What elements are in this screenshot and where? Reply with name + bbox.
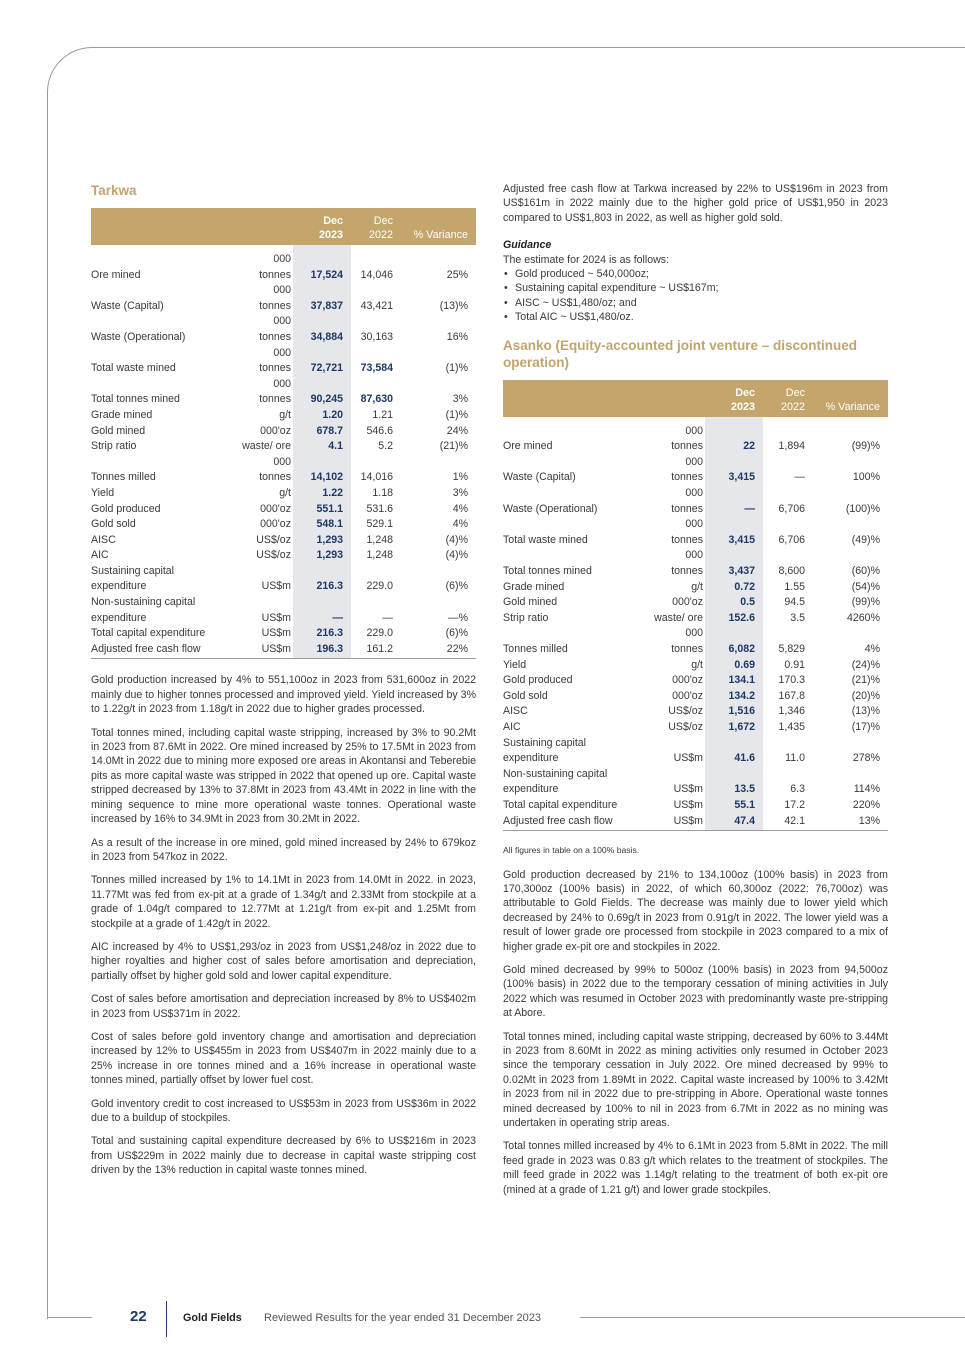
cell-variance: (49)% xyxy=(851,533,880,546)
cell-dec2023: 13.5 xyxy=(705,767,763,798)
paragraph: Total and sustaining capital expenditure decreased by 6% to US$216m in 2023 from US$229m in 2022 mainly due to decrease in capital waste stripping cost driven by the 13% reduction in capital waste tonnes mined. xyxy=(91,1135,476,1177)
cell-dec2022: 0.91 xyxy=(784,658,805,671)
cell-dec2023: 55.1 xyxy=(705,798,763,814)
header-dec2023: Dec 2023 xyxy=(705,380,763,417)
cell-dec2022: 546.6 xyxy=(366,424,393,437)
cell-unit: 000 tonnes xyxy=(259,253,291,281)
cell-variance: (21)% xyxy=(439,440,468,453)
paragraph: Gold mined decreased by 99% to 500oz (100% basis) in 2023 from 94,500oz (100% basis) in 2022 due to the temporary cessation of mining activities in July 2022 which was resumed in October 2023 with predominantly waste pre-stripping at Abore. xyxy=(503,963,888,1020)
cell-variance: 4260% xyxy=(847,611,880,624)
cell-unit: 000'oz xyxy=(260,502,291,515)
cell-variance: —% xyxy=(447,611,468,624)
cell-dec2022: 14,016 xyxy=(360,471,393,484)
table-row xyxy=(91,424,476,440)
table-footnote: All figures in table on a 100% basis. xyxy=(503,845,640,856)
cell-dec2023: 6,082 xyxy=(705,626,763,657)
header-unit xyxy=(239,208,293,245)
cell-label: Gold produced xyxy=(503,674,573,687)
cell-unit: 000'oz xyxy=(260,424,291,437)
cell-unit: US$m xyxy=(651,814,705,831)
cell-dec2023: 216.3 xyxy=(293,626,351,642)
paragraph: Gold production increased by 4% to 551,100oz in 2023 from 531,600oz in 2022 mainly due to higher tonnes processed and improved yield. Yield increased by 3% to 1.22g/t in 2023 from 1.18g/t in 2022 due to higher grades processed. xyxy=(91,674,476,716)
cell-variance: 3% xyxy=(452,393,468,406)
paragraph: Tonnes milled increased by 1% to 14.1Mt in 2023 from 14.0Mt in 2022. in 2023, 11.77Mt was fed from ex-pit at a grade of 1.34g/t and 2.33Mt from stockpile at a grade of 1.04g/t compared to 12.77Mt at 1.21g/t from ex-pit and 1.25Mt from stockpile at a grade of 1.42g/t in 2022. xyxy=(91,874,476,930)
cell-dec2023: 17,524 xyxy=(293,252,351,283)
table-row xyxy=(91,517,476,533)
cell-unit: 000 tonnes xyxy=(259,346,291,375)
cell-dec2022: 1,248 xyxy=(366,549,393,562)
cell-label: Waste (Operational) xyxy=(91,330,186,343)
cell-label: Total capital expenditure xyxy=(91,627,206,640)
cell-label: Strip ratio xyxy=(91,440,137,453)
cell-variance: 4% xyxy=(864,642,880,655)
cell-variance: (21)% xyxy=(851,674,880,687)
cell-variance: (13)% xyxy=(439,299,468,312)
cell-dec2022: 6,706 xyxy=(778,533,805,546)
cell-dec2022: 5,829 xyxy=(778,642,805,655)
cell-label: Tonnes milled xyxy=(91,471,156,484)
tarkwa-table xyxy=(91,208,476,659)
cell-unit: 000'oz xyxy=(672,596,703,609)
cell-variance: 24% xyxy=(446,424,468,437)
cell-dec2023: 152.6 xyxy=(705,611,763,627)
table-row xyxy=(91,252,476,283)
cell-label: Waste (Operational) xyxy=(503,502,598,515)
cell-variance: 4% xyxy=(452,502,468,515)
cell-dec2022: 17.2 xyxy=(784,798,805,811)
cell-label: Yield xyxy=(503,658,527,671)
cell-unit: US$m xyxy=(673,798,703,811)
cell-variance: 3% xyxy=(452,486,468,499)
table-row xyxy=(503,548,888,579)
paragraph: Gold production decreased by 21% to 134,100oz (100% basis) in 2023 from 170,300oz (100% basis) in 2022, of which 60,300oz (2022: 76,700oz) was attributable to Gold Fields. The decrease was mainly due to lower yield which decreased by 24% to 0.69g/t in 2023 from 0.91g/t in 2022. The lower yield was a result of lower grade ore processed from stockpile in 2023 compared to a mix of higher grade ex-pit ore and stockpiles in 2022. xyxy=(503,868,888,953)
table-row xyxy=(91,642,476,659)
table-header-row xyxy=(91,208,476,245)
cell-unit: 000'oz xyxy=(672,674,703,687)
cell-dec2022: 8,600 xyxy=(778,565,805,577)
cell-dec2023: 41.6 xyxy=(705,736,763,767)
cell-label: Tonnes milled xyxy=(503,642,568,655)
cell-label: Gold produced xyxy=(91,502,161,515)
cell-dec2022: 161.2 xyxy=(351,642,401,659)
cell-dec2022: 529.1 xyxy=(366,518,393,531)
cell-label: Gold sold xyxy=(503,689,548,702)
table-row xyxy=(503,517,888,548)
paragraph: Total tonnes milled increased by 4% to 6.1Mt in 2023 from 5.8Mt in 2022. The mill feed grade in 2023 was 0.83 g/t which relates to the treatment of stockpiles. The mill feed grade in 2022 was 1.14g/t relating to the treatment of both ex-pit ore (mined at a grade of 1.21 g/t) and lower grade stockpiles. xyxy=(503,1140,888,1196)
cell-dec2023: 134.2 xyxy=(705,689,763,705)
cell-dec2023: 3,415 xyxy=(705,517,763,548)
cell-variance: (20)% xyxy=(851,689,880,702)
table-row xyxy=(503,455,888,486)
footer-separator xyxy=(166,1301,167,1337)
cell-dec2023: 3,415 xyxy=(705,455,763,486)
cell-label: Grade mined xyxy=(503,580,565,593)
cell-unit: 000 tonnes xyxy=(259,455,291,484)
cell-dec2023: 0.72 xyxy=(705,580,763,596)
cell-label: Sustaining capital expenditure xyxy=(503,736,587,765)
guidance-item: • Total AIC ~ US$1,480/oz. xyxy=(503,310,888,324)
cell-dec2023: 1,672 xyxy=(705,720,763,736)
cell-dec2023: 90,245 xyxy=(293,377,351,408)
cell-dec2022: 3.5 xyxy=(790,611,805,624)
cell-dec2022: 6.3 xyxy=(790,783,805,796)
cell-label: Non-sustaining capital expenditure xyxy=(503,767,608,796)
cell-variance: 100% xyxy=(852,471,880,484)
table-row xyxy=(91,626,476,642)
cell-label: Total waste mined xyxy=(503,533,588,546)
table-row xyxy=(91,377,476,408)
cell-variance: (1)% xyxy=(445,408,468,421)
cell-variance: (13)% xyxy=(851,705,880,718)
header-label xyxy=(91,208,239,245)
footer-divider xyxy=(580,1317,965,1318)
cell-dec2022: — xyxy=(382,611,393,624)
cell-dec2023: 1,293 xyxy=(293,533,351,549)
cell-unit: 000 tonnes xyxy=(671,487,703,515)
paragraph: Cost of sales before gold inventory change and amortisation and depreciation increased by 12% to US$455m in 2023 from US$407m in 2022 mainly due to a 25% increase in ore tonnes mined and a 16% increase in operational waste tonnes mined, partially offset by lower fuel cost. xyxy=(91,1030,476,1087)
asanko-table xyxy=(503,380,888,831)
cell-dec2022: — xyxy=(794,471,805,484)
table-row xyxy=(503,486,888,517)
cell-dec2022: 1.21 xyxy=(372,408,393,421)
table-row xyxy=(91,564,476,595)
header-dec2022: Dec 2022 xyxy=(763,380,813,417)
table-spacer xyxy=(91,245,476,252)
table-header-row xyxy=(503,380,888,417)
cell-dec2023: 1,293 xyxy=(293,548,351,564)
cell-unit: US$m xyxy=(673,783,703,796)
header-unit xyxy=(651,380,705,417)
table-row xyxy=(503,814,888,831)
cell-unit: 000 tonnes xyxy=(671,549,703,577)
cell-unit: 000 tonnes xyxy=(259,284,291,312)
paragraph: Cost of sales before amortisation and depreciation increased by 8% to US$402m in 2023 from US$371m in 2022. xyxy=(91,993,476,1020)
cell-label: AIC xyxy=(91,549,109,562)
cell-variance: (4)% xyxy=(445,533,468,546)
cell-variance: 114% xyxy=(853,783,880,796)
cell-unit: g/t xyxy=(279,486,291,499)
table-spacer xyxy=(503,417,888,424)
table-row xyxy=(503,704,888,720)
report-title: Reviewed Results for the year ended 31 December 2023 xyxy=(264,1312,541,1324)
cell-dec2023: 548.1 xyxy=(293,517,351,533)
cell-variance: (60)% xyxy=(851,565,880,577)
table-row xyxy=(503,595,888,611)
afcf-paragraph: Adjusted free cash flow at Tarkwa increased by 22% to US$196m in 2023 from US$161m in 2022 mainly due to the higher gold price of US$1,950 in 2023 compared to US$1,803 in 2022, as well as higher gold sold. xyxy=(503,183,888,224)
cell-unit: US$m xyxy=(261,627,291,640)
cell-unit: US$/oz xyxy=(256,533,291,546)
cell-dec2023: 47.4 xyxy=(705,814,763,831)
table-row xyxy=(91,283,476,314)
table-row xyxy=(503,626,888,657)
cell-variance: (17)% xyxy=(851,720,880,733)
cell-dec2022: 94.5 xyxy=(784,596,805,609)
cell-unit: US$m xyxy=(673,752,703,765)
cell-dec2022: 6,706 xyxy=(778,502,805,515)
cell-label: Gold mined xyxy=(503,596,558,609)
table-row xyxy=(503,424,888,455)
cell-label: Waste (Capital) xyxy=(503,471,576,484)
table-row xyxy=(503,736,888,767)
cell-label: Waste (Capital) xyxy=(91,299,164,312)
cell-dec2022: 43,421 xyxy=(360,299,393,312)
cell-unit: waste/ ore xyxy=(242,440,291,453)
header-variance: % Variance xyxy=(401,208,476,245)
cell-variance: 13% xyxy=(813,814,888,831)
cell-dec2023: 1.22 xyxy=(293,486,351,502)
table-row xyxy=(503,689,888,705)
cell-variance: 1% xyxy=(452,471,468,484)
asanko-commentary xyxy=(503,868,888,1198)
cell-label: Total waste mined xyxy=(91,362,176,375)
cell-unit: g/t xyxy=(279,408,291,421)
cell-dec2022: 1,248 xyxy=(366,533,393,546)
cell-dec2023: 551.1 xyxy=(293,502,351,518)
cell-label: Grade mined xyxy=(91,408,153,421)
guidance-item: • AISC ~ US$1,480/oz; and xyxy=(503,296,888,310)
paragraph: As a result of the increase in ore mined, gold mined increased by 24% to 679koz in 2023 from 547koz in 2022. xyxy=(91,836,476,863)
table-row xyxy=(503,720,888,736)
cell-label: Adjusted free cash flow xyxy=(91,642,239,659)
table-row xyxy=(503,767,888,798)
cell-variance: 22% xyxy=(401,642,476,659)
guidance-item: • Gold produced ~ 540,000oz; xyxy=(503,267,888,281)
cell-unit: 000'oz xyxy=(672,689,703,702)
cell-dec2023: 1.20 xyxy=(293,408,351,424)
cell-unit: g/t xyxy=(691,580,703,593)
header-dec2023: Dec 2023 xyxy=(293,208,351,245)
cell-variance: (4)% xyxy=(445,549,468,562)
cell-dec2023: — xyxy=(293,595,351,626)
header-variance: % Variance xyxy=(813,380,888,417)
table-row xyxy=(91,314,476,345)
cell-unit: 000 tonnes xyxy=(671,518,703,546)
cell-dec2022: 87,630 xyxy=(360,393,393,406)
header-label xyxy=(503,380,651,417)
table-row xyxy=(91,439,476,455)
left-column xyxy=(91,182,476,1187)
cell-variance: (99)% xyxy=(851,596,880,609)
cell-dec2022: 1.55 xyxy=(784,580,805,593)
cell-dec2022: 1,894 xyxy=(778,440,805,453)
cell-dec2022: 229.0 xyxy=(366,627,393,640)
tarkwa-heading: Tarkwa xyxy=(91,183,137,198)
table-row xyxy=(503,673,888,689)
table-row xyxy=(91,346,476,377)
cell-label: Ore mined xyxy=(91,268,141,281)
cell-variance: (54)% xyxy=(851,580,880,593)
cell-label: Total tonnes mined xyxy=(503,565,592,577)
cell-label: AIC xyxy=(503,720,521,733)
cell-unit: 000 tonnes xyxy=(671,627,703,655)
cell-dec2023: 14,102 xyxy=(293,455,351,486)
cell-dec2022: 5.2 xyxy=(378,440,393,453)
header-dec2022: Dec 2022 xyxy=(351,208,401,245)
table-row xyxy=(91,502,476,518)
cell-dec2023: 22 xyxy=(705,424,763,455)
cell-variance: 220% xyxy=(852,798,880,811)
cell-dec2023: 34,884 xyxy=(293,314,351,345)
cell-label: Gold mined xyxy=(91,424,146,437)
cell-dec2022: 229.0 xyxy=(366,580,393,593)
cell-unit: g/t xyxy=(691,658,703,671)
cell-variance: 16% xyxy=(446,330,468,343)
cell-dec2022: 30,163 xyxy=(360,330,393,343)
table-row xyxy=(91,486,476,502)
table-row xyxy=(503,658,888,674)
cell-label: Gold sold xyxy=(91,518,136,531)
table-row xyxy=(91,455,476,486)
paragraph: Gold inventory credit to cost increased to US$53m in 2023 from US$36m in 2022 due to a buildup of stockpiles. xyxy=(91,1097,476,1124)
cell-dec2023: 1,516 xyxy=(705,704,763,720)
cell-variance: 278% xyxy=(852,752,880,765)
table-row xyxy=(503,798,888,814)
cell-dec2023: 4.1 xyxy=(293,439,351,455)
cell-dec2022: 1,435 xyxy=(778,720,805,733)
company-name: Gold Fields xyxy=(183,1312,242,1324)
cell-dec2022: 14,046 xyxy=(360,268,393,281)
cell-label: Strip ratio xyxy=(503,611,549,624)
right-column xyxy=(503,182,888,1206)
cell-dec2023: 72,721 xyxy=(293,346,351,377)
cell-unit: 000'oz xyxy=(260,518,291,531)
cell-dec2022: 167.8 xyxy=(778,689,805,702)
cell-variance: (24)% xyxy=(851,658,880,671)
cell-dec2023: 678.7 xyxy=(293,424,351,440)
cell-label: Yield xyxy=(91,486,115,499)
paragraph: AIC increased by 4% to US$1,293/oz in 2023 from US$1,248/oz in 2022 due to higher royalties and higher cost of sales before amortisation and depreciation, partially offset by higher gold sold and lower capital expenditure. xyxy=(91,940,476,982)
cell-variance: (99)% xyxy=(851,440,880,453)
table-row xyxy=(91,408,476,424)
page-number: 22 xyxy=(130,1308,147,1325)
cell-dec2023: 37,837 xyxy=(293,283,351,314)
cell-dec2022: 531.6 xyxy=(366,502,393,515)
cell-dec2022: 1.18 xyxy=(372,486,393,499)
table-row xyxy=(91,595,476,626)
cell-unit: US$/oz xyxy=(668,720,703,733)
cell-variance: 25% xyxy=(446,268,468,281)
cell-variance: (6)% xyxy=(445,580,468,593)
guidance-list xyxy=(503,267,888,325)
table-row xyxy=(503,580,888,596)
cell-dec2023: 0.69 xyxy=(705,658,763,674)
paragraph: Total tonnes mined, including capital waste stripping, increased by 3% to 90.2Mt in 2023 from 87.6Mt in 2022. Ore mined increased by 25% to 17.5Mt in 2023 from 14.0Mt in 2022 due to mining more exposed ore areas in Akontansi and Teberebie pits as more capital waste was stripped in 2022 that opened up ore. Capital waste stripped decreased by 13% to 37.8Mt in 2023 from 43.4Mt in 2022 in line with the mining sequence to mine more operational waste tonnes. Operational waste increased by 16% to 34.9Mt in 2023 from 30.2Mt in 2022. xyxy=(91,726,476,826)
cell-label: Total tonnes mined xyxy=(91,393,180,406)
cell-unit: US$/oz xyxy=(256,549,291,562)
table-row xyxy=(91,533,476,549)
cell-label: AISC xyxy=(503,705,528,718)
cell-dec2022: 11.0 xyxy=(785,752,805,765)
cell-dec2023: 134.1 xyxy=(705,673,763,689)
frame-divider xyxy=(47,1317,92,1318)
cell-dec2023: 0.5 xyxy=(705,595,763,611)
cell-variance: (100)% xyxy=(845,502,880,515)
guidance-item: • Sustaining capital expenditure ~ US$167m; xyxy=(503,281,888,295)
cell-label: Sustaining capital expenditure xyxy=(91,564,175,593)
cell-dec2023: 216.3 xyxy=(293,564,351,595)
cell-unit: US$m xyxy=(261,611,291,624)
cell-dec2022: 42.1 xyxy=(763,814,813,831)
table-row xyxy=(91,548,476,564)
tarkwa-commentary xyxy=(91,673,476,1177)
cell-unit: 000 tonnes xyxy=(259,377,291,406)
cell-unit: waste/ ore xyxy=(654,611,703,624)
cell-dec2023: — xyxy=(705,486,763,517)
table-row xyxy=(503,611,888,627)
cell-unit: US$m xyxy=(239,642,293,659)
cell-dec2022: 73,584 xyxy=(360,362,393,375)
cell-dec2022: 170.3 xyxy=(778,674,805,687)
asanko-heading: Asanko (Equity-accounted joint venture – discontinued operation) xyxy=(503,337,858,370)
paragraph: Total tonnes mined, including capital waste stripping, decreased by 60% to 3.44Mt in 2023 from 8.60Mt in 2022 as mining activities only resumed in October 2023 since the temporary cessation in July 2022. Ore mined decreased by 99% to 0.02Mt in 2023 from 1.89Mt in 2022. Capital waste increased by 100% to 3.42Mt in 2023 from nil in 2022 due to pre-stripping in Abore. Operational waste tonnes mined decreased by 100% to nil in 2023 from 6.7Mt in 2022 as no mining was undertaken in operating strip areas. xyxy=(503,1030,888,1129)
cell-unit: 000 tonnes xyxy=(259,315,291,343)
cell-label: Non-sustaining capital expenditure xyxy=(91,596,196,624)
cell-dec2023: 3,437 xyxy=(705,548,763,579)
cell-label: AISC xyxy=(91,533,116,546)
cell-variance: (1)% xyxy=(445,362,468,375)
cell-unit: US$m xyxy=(261,580,291,593)
guidance-heading: Guidance xyxy=(503,239,552,252)
cell-label: Ore mined xyxy=(503,440,553,453)
cell-variance: (6)% xyxy=(445,627,468,640)
cell-label: Total capital expenditure xyxy=(503,798,618,811)
cell-variance: 4% xyxy=(452,518,468,531)
cell-unit: US$/oz xyxy=(668,705,703,718)
cell-dec2023: 196.3 xyxy=(293,642,351,659)
cell-unit: 000 tonnes xyxy=(671,424,703,453)
cell-dec2022: 1,346 xyxy=(778,705,805,718)
cell-label: Adjusted free cash flow xyxy=(503,814,651,831)
cell-unit: 000 tonnes xyxy=(671,455,703,484)
guidance-intro: The estimate for 2024 is as follows: xyxy=(503,253,670,266)
